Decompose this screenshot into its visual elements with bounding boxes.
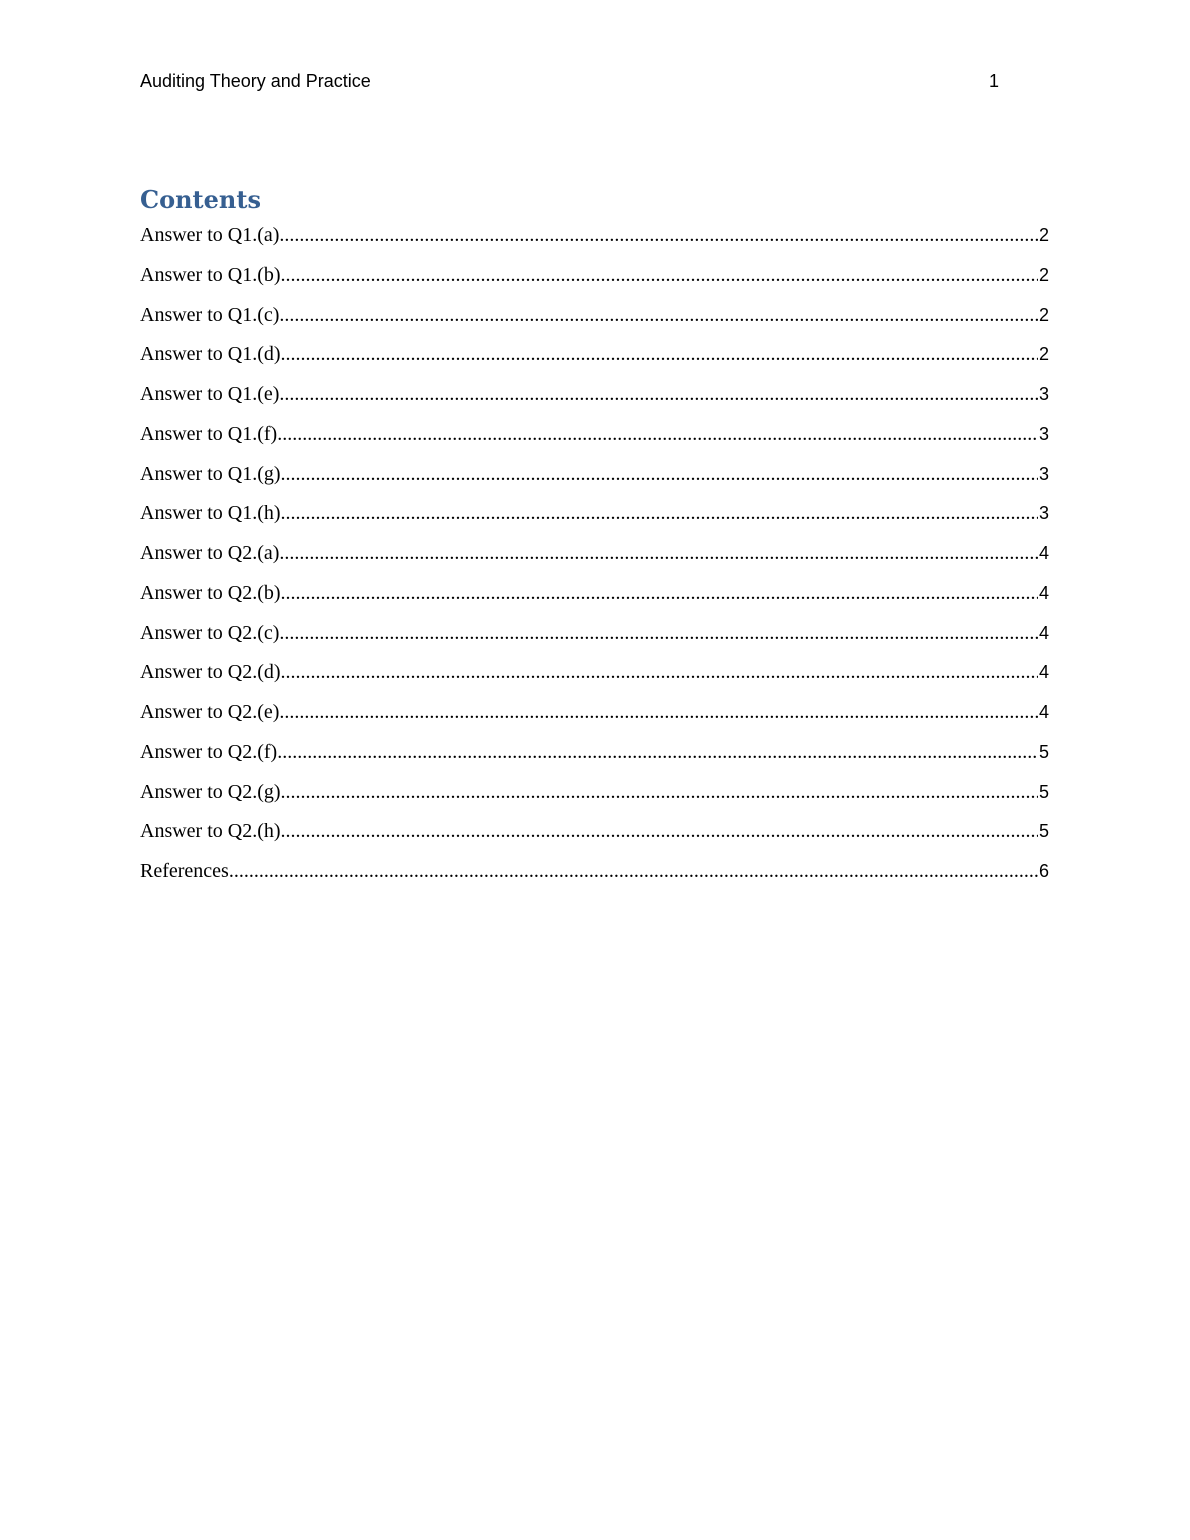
toc-entry-page: 2 <box>1038 225 1049 245</box>
toc-heading: Contents <box>140 185 261 214</box>
toc-entry-q2e[interactable] <box>140 701 1049 741</box>
toc-dot-leader <box>281 820 1038 843</box>
toc-entry-page: 6 <box>1038 861 1049 881</box>
toc-entry-page: 4 <box>1038 622 1049 643</box>
toc-dot-leader <box>279 701 1038 724</box>
toc-dot-leader <box>281 781 1038 804</box>
toc-dot-leader <box>279 383 1038 406</box>
toc-entry-q1a[interactable] <box>140 224 1049 264</box>
toc-entry-page: 5 <box>1038 741 1049 762</box>
toc-entry-q1e[interactable] <box>140 383 1049 423</box>
toc-entry-label: Answer to Q1.(c) <box>140 303 280 326</box>
toc-entry-references[interactable] <box>140 860 1049 900</box>
toc-entry-page: 2 <box>1038 264 1049 285</box>
toc-entry-label: Answer to Q2.(c) <box>140 621 280 644</box>
toc-entry-page: 3 <box>1038 384 1049 404</box>
toc-entry-label: Answer to Q1.(d) <box>140 343 281 366</box>
toc-entry-label: Answer to Q2.(h) <box>140 820 281 843</box>
toc-entry-q2f[interactable] <box>140 741 1049 781</box>
toc-entry-page: 2 <box>1038 304 1049 325</box>
toc-entry-label: Answer to Q2.(a) <box>140 542 280 564</box>
toc-dot-leader <box>281 661 1038 684</box>
toc-entry-q1d[interactable] <box>140 343 1049 383</box>
toc-entry-page: 3 <box>1038 503 1049 524</box>
toc-dot-leader <box>281 463 1038 486</box>
toc-entry-q2h[interactable] <box>140 820 1049 860</box>
toc-entry-label: Answer to Q1.(e) <box>140 383 280 405</box>
toc-entry-page: 5 <box>1038 821 1049 842</box>
toc-entry-label: Answer to Q2.(b) <box>140 581 281 604</box>
toc-dot-leader <box>281 343 1038 366</box>
toc-dot-leader <box>279 622 1038 645</box>
toc-entry-label: Answer to Q1.(f) <box>140 422 278 445</box>
toc-dot-leader <box>229 860 1038 883</box>
toc-dot-leader <box>279 542 1038 565</box>
toc-entry-label: Answer to Q2.(d) <box>140 661 281 684</box>
toc-entry-q2c[interactable] <box>140 622 1049 662</box>
toc-entry-page: 4 <box>1038 702 1049 722</box>
toc-entry-q2b[interactable] <box>140 582 1049 622</box>
toc-dot-leader <box>281 582 1038 605</box>
toc-entry-page: 2 <box>1038 344 1049 365</box>
toc-dot-leader <box>281 502 1038 525</box>
toc-entry-q1b[interactable] <box>140 264 1049 304</box>
toc-entry-q1c[interactable] <box>140 304 1049 344</box>
toc-entry-q2d[interactable] <box>140 661 1049 701</box>
toc-entry-label: References <box>140 860 229 882</box>
toc-entry-label: Answer to Q1.(b) <box>140 263 281 286</box>
running-header-title: Auditing Theory and Practice <box>140 71 371 91</box>
table-of-contents <box>140 224 1049 900</box>
toc-entry-label: Answer to Q2.(g) <box>140 780 281 803</box>
toc-dot-leader <box>277 741 1038 764</box>
toc-entry-q1g[interactable] <box>140 463 1049 503</box>
toc-entry-label: Answer to Q2.(e) <box>140 701 280 723</box>
toc-dot-leader <box>277 423 1038 446</box>
toc-entry-q2g[interactable] <box>140 781 1049 821</box>
toc-entry-label: Answer to Q2.(f) <box>140 740 278 763</box>
toc-entry-page: 3 <box>1038 423 1049 444</box>
toc-entry-page: 5 <box>1038 781 1049 802</box>
toc-entry-label: Answer to Q1.(h) <box>140 502 281 525</box>
toc-entry-q2a[interactable] <box>140 542 1049 582</box>
toc-dot-leader <box>279 304 1038 327</box>
toc-entry-label: Answer to Q1.(g) <box>140 462 281 485</box>
toc-dot-leader <box>279 224 1038 247</box>
header-page-number: 1 <box>989 71 1000 91</box>
toc-entry-page: 4 <box>1038 662 1049 683</box>
toc-dot-leader <box>281 264 1038 287</box>
toc-entry-page: 4 <box>1038 582 1049 603</box>
toc-entry-q1f[interactable] <box>140 423 1049 463</box>
toc-entry-page: 3 <box>1038 463 1049 484</box>
toc-entry-label: Answer to Q1.(a) <box>140 224 280 246</box>
toc-entry-q1h[interactable] <box>140 502 1049 542</box>
toc-entry-page: 4 <box>1038 543 1049 563</box>
